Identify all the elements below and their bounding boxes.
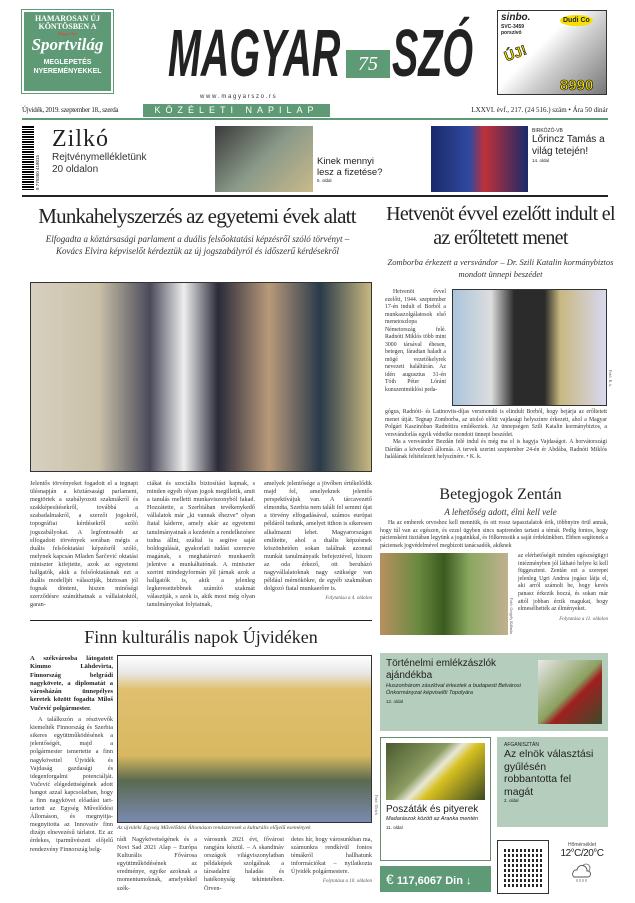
lead-col-2: ciákat és szociális biztosítást kapnak, s minden egyéb olyan jogok megilletik, amit a tanulás melletti munkaviszonyból fakad. Hozzátette, a Szerbiában tevékenykedő vállalatok már „ki vannak éhezve” olyan fiatal káderre, amely akár az egyetemi tanulmányainak a kezdetén a rendelkezésre tudna állni, ezáltal is segítve saját boldogulását, gyakorlati tudást szerezve magának, s meghatározó munkaerőt jelentve a munkáltatónak. A miniszter szerint mindegyformán jól járnak azok a hallgatók is, akik a jelenleg legkeresettebbnek számító szakmát választják, s azok is, akik most még olyan tanulmányokat folytatnak, bbox=[147, 480, 255, 609]
flags-title: Történelmi emlékzászlók ajándékba bbox=[386, 658, 497, 681]
weather-label: Hőmérséklet bbox=[567, 842, 597, 848]
march-credit: Fotó: K. k. bbox=[608, 370, 613, 388]
ad-product: porszívó bbox=[501, 30, 522, 36]
wrestling-kicker: BIRKÓZÓ-VB bbox=[532, 128, 563, 134]
finn-photo bbox=[117, 655, 372, 823]
lead-continued[interactable]: Folytatása a 4. oldalon bbox=[325, 596, 372, 602]
teaser-zilko[interactable] bbox=[52, 126, 162, 192]
euro-rate bbox=[380, 866, 491, 892]
lead-col-3: amelyek jelentősége a jövőben értékelődik majd fel, amelyeknek jelentős perspektívájuk van. A tárcavezető elmondta, Szerbia nem talált fel semmi újat a törvény elfogadásával, számos európai példáról tudunk, amelyet itthon is sikeresen alkalmazni lehet. Magyarországot említette, ahol a duális képzésnek köszönhetően sokan találnak azonnal munkát tanulmányaik befejeztével, hiszen az oda érkező, ott beruházó nagyvállalatoknak nagy szüksége van például mérnökökre, de egyéb szakmában dolgozó fiatal munkaerőre is. bbox=[264, 480, 372, 593]
euro-value: 117,6067 Din bbox=[396, 875, 463, 887]
lead-divider bbox=[30, 620, 372, 621]
wrestling-title: Lőrincz Tamás a világ tetején! bbox=[532, 134, 605, 157]
finn-title[interactable]: Finn kulturális napok Újvidéken bbox=[84, 627, 318, 647]
cloud-rain-icon bbox=[569, 862, 595, 884]
salary-title: Kinek mennyi lesz a fizetése? bbox=[317, 156, 383, 178]
patients-text: Ha az emberek orvoshoz kell menniük, és ott rossz tapasztalatok érik, többnyire örül annak, hogy túl van az egészen, és ezzel ügyben sincs napirenden tartani a témát. Pedig fontos, hogy páciensként tisztában legyünk a jogainkkal, és fölkeressük a saját érdekünkben. Ebben segítenek a páciensek jogvédelmével megbízott tanácsadók, akiknek bbox=[380, 520, 608, 549]
barcode-number: 9 770350 418015 bbox=[35, 154, 40, 190]
weather-value: 12°C/20°C bbox=[560, 848, 604, 859]
finn-continued[interactable]: Folytatása a 10. oldalon bbox=[322, 879, 372, 885]
patients-continued[interactable]: Folytatása a 11. oldalon bbox=[559, 616, 608, 622]
lead-subtitle: Elfogadta a köztársasági parlament a duális felsőoktatási képzésről szóló törvényt – Kovács Elvira képviselőt kérdeztük az új jogszabályról és időszerű kérdésekről bbox=[45, 234, 350, 256]
logo-75-badge: 75 bbox=[346, 50, 390, 78]
sportvilag-promo[interactable] bbox=[22, 10, 113, 93]
tagline: KÖZÉLETI NAPILAP bbox=[143, 104, 330, 117]
lead-title[interactable]: Munkahelyszerzés az egyetemi évek alatt bbox=[38, 204, 356, 228]
afghan-page: 2. oldal bbox=[504, 798, 519, 803]
march-text-end: Ma a versvándor Bezdán felé indul és még ma el is hagyja Vajdaságot. A horvátországi Dárdán a következő állomás. A tervek szerint szeptember 24-én ér Abdába, Radnóti Miklós halálának feltételezett helyszínére. • K. k. bbox=[385, 439, 607, 460]
zilko-sub: 20 oldalon bbox=[52, 164, 99, 175]
arrow-down-icon: ↓ bbox=[465, 875, 472, 887]
promo-line3: MEGLEPETÉS bbox=[43, 59, 92, 66]
dateline: Újvidék, 2019. szeptember 18., szerda bbox=[22, 106, 119, 114]
salary-photo bbox=[215, 126, 313, 192]
promo-brand-small: Magyar Szó bbox=[57, 31, 78, 36]
birds-page: 11. oldal bbox=[386, 825, 403, 830]
flags-box[interactable] bbox=[380, 653, 608, 731]
website[interactable]: w w w . m a g y a r s z o . r s bbox=[200, 94, 276, 100]
afghan-title: Az elnök választási gyűlésén robbantotta fel magát bbox=[504, 748, 594, 798]
logo-szo: SZÓ bbox=[392, 16, 474, 92]
finn-col-1: rádi Nagykövetségének és a Novi Sad 2021 Alap – Európa Kulturális Fővárosa együttműködésének az eredménye, egyike azoknak a momentumoknak, amelyekkel szék- bbox=[117, 836, 197, 892]
finn-col-3: detes hír, hogy városunkban ma, számunkra rendkívül fontos témákról hallhatunk információkat – nyilatkozta Újvidék polgármestere. bbox=[291, 836, 372, 876]
lead-photo bbox=[30, 282, 372, 472]
vacuum-ad[interactable] bbox=[497, 10, 607, 95]
promo-brand: Sportvilág bbox=[31, 35, 104, 54]
teaser-wrestling[interactable] bbox=[532, 128, 608, 164]
patients-article bbox=[380, 520, 608, 635]
finn-col-2: városunk 2021 évt, fővárosi rangjára készül. – A skandináv országok világviszonylatban példaképek szolgálnak a társadalmi haladás és hatékonyság tekintetében. Örven- bbox=[204, 836, 284, 892]
march-text-full: gógus, Radnóti- és Latinovits-díjas versmondó is elindult Borból, hogy bejárja az erőltetett menet útját. Tegnap Zomborba, az utolsó előtti vajdasági helyszínre érkezett, ahol a Magyar Polgári Kaszinóban Radnótira emlékeztek. Az ünnepségen Szili Katalin kormánybiztos, a versvándorlás egyik védnöke mondott ünnepi beszédet. bbox=[385, 409, 607, 438]
patients-photo bbox=[380, 553, 508, 635]
afghan-kicker: AFGANISZTÁN bbox=[504, 742, 540, 748]
lead-columns bbox=[30, 480, 372, 610]
birds-box[interactable] bbox=[380, 737, 491, 861]
flags-photo bbox=[538, 660, 602, 724]
salary-page: 5. oldal bbox=[317, 178, 332, 183]
finn-lead: A székvárosba látogatott Kimmo Lähdevirta, Finnország belgrádi nagykövete, a diplomatát a városházán ünnepélyes keretek között fogadta Miloš Vučević polgármester. bbox=[30, 655, 113, 712]
teaser-salary[interactable] bbox=[317, 156, 389, 184]
patients-title[interactable]: Betegjogok Zentán bbox=[439, 486, 562, 503]
finn-text: A találkozón a résztvevők kiemelték Finnország és Szerbia sikeres együttműködésének a jelentőségét, majd a polgármester ismertette a finn nagykövettel Újvidék és Vajdaság gazdasági és idegenforgalmi potenciálját. Vučević elégedettségének adott hangot azzal kapcsolatban, hogy a finn nagykövet előadást tart-tartott az Egység Művelődési Állomáson, és megnyitja-megnyitotta az Innovatív finn dizájn elnevezésű tárlatot. Ez az érdekes, iparművészeti előjelű rendezvény Finnország belg- bbox=[30, 716, 113, 853]
flags-sub: Huszonhárom zászlóval érkeztek a budapesti Belvárosi Önkormányzat képviselői Topolyára bbox=[386, 683, 521, 696]
afghan-box[interactable] bbox=[497, 737, 608, 827]
lead-col-1: Jelentős törvényeket fogadott el a tegnapi ülésnapján a köztársasági parlament, megtörtek a szabályozott szakmákról és szakképesítésekről, továbbá a szabadalmakról, a szerzői jogokról, topográfiai kérdésekről szóló jogszabályokat. A legfontosabb az elfogadott törvények sorában mégis a duális felsőoktatási képzésről szóló, melynek kapcsán Mladen Šarčević oktatási miniszter kifejtette, azok az egyetemi hallgatók, akik a felsőoktatásnak ezt a duális modelljét választják, biztosan jól fognak dönteni, hiszen minőségi szerződésre számíthatnak a vállalatoktól, garan- bbox=[30, 480, 138, 609]
promo-line2: KÖNTÖSBEN A bbox=[38, 22, 97, 31]
birds-photo bbox=[386, 743, 485, 800]
finn-columns bbox=[117, 836, 372, 893]
masthead-logo[interactable] bbox=[168, 12, 473, 92]
patients-subtitle: A lehetőség adott, élni kell vele bbox=[444, 507, 557, 517]
logo-magyar: MAGYAR bbox=[168, 16, 341, 92]
finn-caption: Az újvidéki Egység Művelődési Állomáson rendszeresek a kulturális előjelű események bbox=[117, 825, 311, 831]
promo-line4: NYEREMÉNYEKKEL bbox=[33, 68, 102, 75]
march-photo bbox=[452, 289, 607, 406]
march-article bbox=[385, 289, 607, 462]
euro-icon: € bbox=[386, 871, 394, 887]
patients-credit: Fotó: Gergely Kálmán bbox=[509, 598, 514, 634]
barcode bbox=[22, 126, 34, 190]
zilko-brand: Zilkó bbox=[52, 126, 109, 152]
march-title[interactable]: Hetvenöt évvel ezelőtt indult el az erőltetett menet bbox=[386, 203, 615, 249]
header-divider bbox=[22, 118, 608, 120]
weather bbox=[555, 842, 609, 889]
birds-sub: Madarászok között az Aranka mentén bbox=[386, 816, 479, 822]
march-text-wrap: Hetvenöt évvel ezelőtt, 1944. szeptember 17-én indult el Borból a munkaszolgálatosok első menetoszlopa Németország felé. Radnóti Miklós több mint 3000 társával éhesen, betegen, fáradtan haladt a mögé vezetőkelyrek nevezett haláltúrán. Az idén augusztus 31-én Tóth Péter Lóránt kunszentmiklósi peda- bbox=[385, 289, 446, 393]
teaser-divider bbox=[22, 195, 608, 197]
ad-price: 8990 bbox=[560, 77, 594, 94]
finn-left-column bbox=[30, 655, 113, 854]
ad-brand: sinbo. bbox=[501, 12, 531, 23]
ad-model: SVC-3459 bbox=[501, 24, 525, 30]
ad-new: ÚJ! bbox=[501, 41, 529, 65]
finn-credit: Fotó: Ulrich bbox=[374, 795, 379, 815]
wrestler-photo bbox=[431, 126, 528, 192]
flags-page: 12. oldal bbox=[386, 699, 404, 704]
patients-text-wrap: az elérhetőségét minden egészségügyi intézményben jól látható helyre ki kell függeszteni. Zentán ezt a szerepet jelenleg Ugri Andrea jogász látja el, aki arról számolt be, hogy kevés panasz érkezik hozzá, és sokan már attól jobban érzik magukat, hogy elmesélhették az élményeket. bbox=[518, 553, 608, 613]
march-subtitle: Zomborba érkezett a versvándor – Dr. Szili Katalin kormánybiztos mondott ünnepi beszédet bbox=[387, 257, 614, 279]
birds-title: Poszáták és pityerek bbox=[386, 804, 479, 815]
qr-code[interactable] bbox=[497, 840, 549, 894]
ad-shop: Dudi Co bbox=[560, 15, 593, 26]
promo-line1: HAMAROSAN ÚJ bbox=[34, 14, 101, 23]
zilko-title: Rejtvénymellékletünk bbox=[52, 152, 147, 163]
issue-info: LXXVI. évf., 217. (24 516.) szám • Ára 50 dinár bbox=[471, 106, 608, 114]
wrestling-page: 14. oldal bbox=[532, 158, 550, 163]
